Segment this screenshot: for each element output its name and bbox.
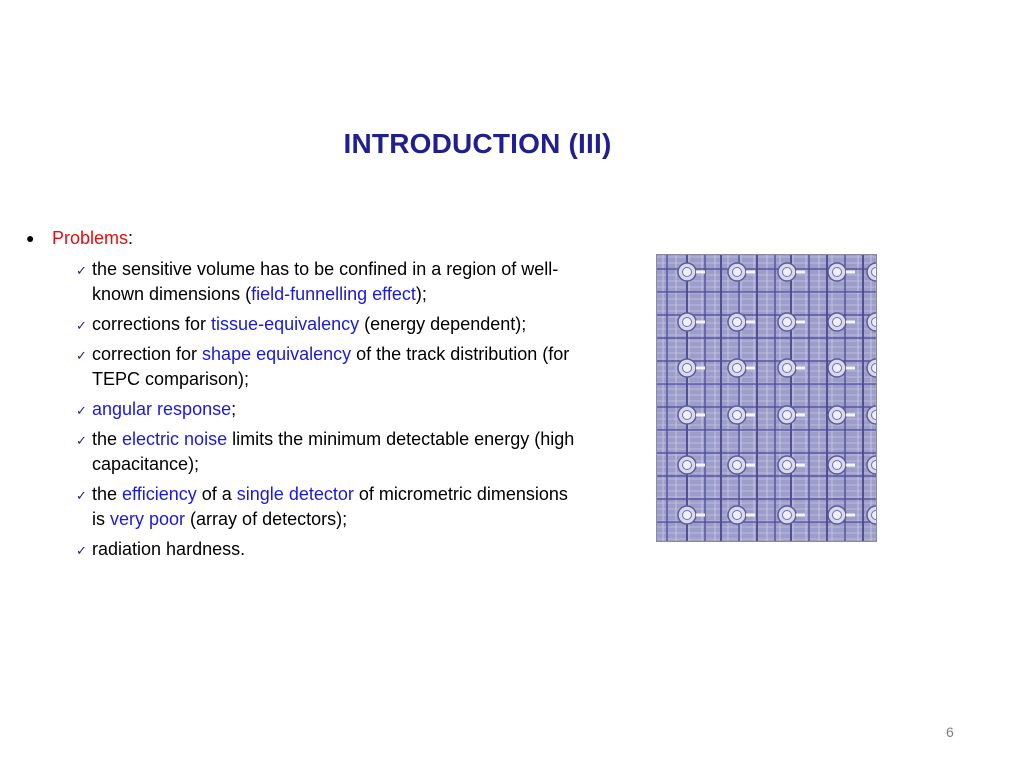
highlight-text: tissue-equivalency <box>211 314 360 334</box>
item-text: correction for <box>92 344 203 364</box>
item-text: (energy dependent); <box>359 314 527 334</box>
item-text: ); <box>415 284 427 304</box>
detector-pad-core <box>872 511 877 520</box>
problem-item <box>22 342 582 392</box>
detector-pad-core <box>683 364 692 373</box>
problem-item <box>22 482 582 532</box>
detector-pad-core <box>833 511 842 520</box>
detector-pad-core <box>833 364 842 373</box>
detector-pad-core <box>733 461 742 470</box>
checkmark-icon: ✓ <box>76 318 87 333</box>
item-text: of micrometric dimensions is <box>92 484 568 529</box>
detector-pad-core <box>783 411 792 420</box>
detector-pad-core <box>683 511 692 520</box>
detector-pad-core <box>833 411 842 420</box>
highlight-text: angular response <box>92 399 232 419</box>
detector-pad-core <box>872 411 877 420</box>
item-text: corrections for <box>92 314 212 334</box>
detector-pad-core <box>872 268 877 277</box>
detector-pad-core <box>833 268 842 277</box>
detector-pad-core <box>783 364 792 373</box>
detector-pad-core <box>683 318 692 327</box>
detector-pad-core <box>683 268 692 277</box>
item-text: the sensitive volume has to be confined in a region of well-known dimensions ( <box>92 259 559 304</box>
item-text: (array of detectors); <box>185 509 348 529</box>
round-bullet-icon: ● <box>26 230 35 246</box>
content-area <box>22 226 582 567</box>
detector-pad-core <box>872 364 877 373</box>
item-text: of the track distribution (for TEPC comparison); <box>92 344 570 389</box>
checkmark-icon: ✓ <box>76 403 87 418</box>
problems-label: Problems <box>52 228 129 248</box>
page-number: 6 <box>946 724 954 740</box>
detector-pad-core <box>733 511 742 520</box>
checkmark-icon: ✓ <box>76 543 87 558</box>
highlight-text: very poor <box>110 509 186 529</box>
highlight-text: efficiency <box>122 484 197 504</box>
highlight-text: single detector <box>236 484 354 504</box>
detector-pad-core <box>733 411 742 420</box>
detector-pad-core <box>733 364 742 373</box>
problem-item <box>22 257 582 307</box>
item-text: ; <box>231 399 237 419</box>
item-text: the <box>92 429 123 449</box>
checkmark-icon: ✓ <box>76 348 87 363</box>
detector-pad-core <box>733 318 742 327</box>
detector-array-image <box>656 254 877 542</box>
checkmark-icon: ✓ <box>76 488 87 503</box>
problem-item <box>22 312 582 337</box>
checkmark-icon: ✓ <box>76 263 87 278</box>
slide-title: INTRODUCTION (III) <box>343 128 612 159</box>
problem-item <box>22 427 582 477</box>
highlight-text: field-funnelling effect <box>251 284 416 304</box>
highlight-text: electric noise <box>122 429 228 449</box>
item-text: limits the minimum detectable energy (high capacitance); <box>92 429 575 474</box>
problems-colon: : <box>128 228 134 248</box>
problems-heading <box>22 226 582 251</box>
detector-pad-core <box>833 318 842 327</box>
detector-pad-core <box>783 268 792 277</box>
problem-item <box>22 397 582 422</box>
checkmark-icon: ✓ <box>76 433 87 448</box>
detector-pad-core <box>683 461 692 470</box>
problems-list <box>22 257 582 562</box>
detector-pad-core <box>872 461 877 470</box>
detector-pad-core <box>783 461 792 470</box>
detector-pad-core <box>683 411 692 420</box>
problem-item <box>22 537 582 562</box>
item-text: the <box>92 484 123 504</box>
item-text: of a <box>196 484 237 504</box>
detector-pad-core <box>783 318 792 327</box>
highlight-text: shape equivalency <box>202 344 352 364</box>
detector-pad-core <box>833 461 842 470</box>
detector-pad-core <box>733 268 742 277</box>
detector-pad-core <box>783 511 792 520</box>
detector-array-graphic <box>657 255 876 541</box>
detector-pad-core <box>872 318 877 327</box>
item-text: radiation hardness. <box>92 539 246 559</box>
